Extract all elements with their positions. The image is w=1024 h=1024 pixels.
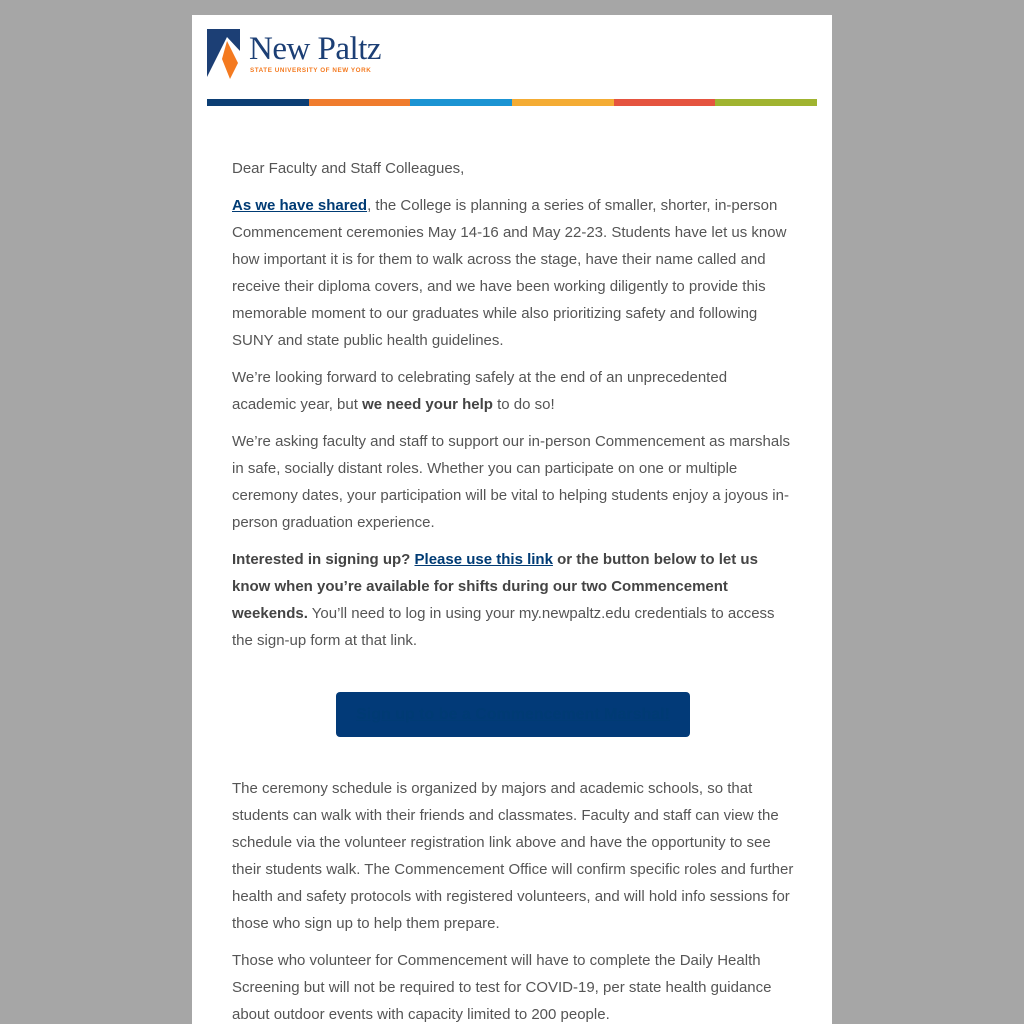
paragraph-intro-text: , the College is planning a series of smaller, shorter, in-person Commencement ceremonies May 14-16 and May 22-23. Students have let us know how important it is for them to walk across the stage, have their name called and receive their diploma covers, and we have been working diligently to provide this memorable moment to our graduates while also prioritizing safety and following SUNY and state public health guidelines. (232, 197, 787, 349)
sign-up-marshal-button[interactable]: Sign up to be a Commencement Marshal! (336, 692, 690, 737)
paragraph-schedule: The ceremony schedule is organized by majors and academic schools, so that students can walk with their friends and classmates. Faculty and staff can view the schedule via the volunteer registration link above and have the opportunity to see their students walk. The Commencement Office will confirm specific roles and further health and safety protocols with registered volunteers, and will hold info sessions for those who sign up to help them prepare. (232, 780, 794, 932)
paragraph-intro (232, 192, 794, 354)
new-paltz-logo-mark-icon (207, 29, 240, 81)
paragraph-marshals: We’re asking faculty and staff to support our in-person Commencement as marshals in safe, socially distant roles. Whether you can participate on one or multiple ceremony dates, your participation will be vital to helping students enjoy a joyous in-person graduation experience. (232, 433, 791, 531)
paragraph-help (232, 364, 794, 418)
as-we-have-shared-link[interactable]: As we have shared (232, 197, 368, 214)
signup-bold-rest: or the button below to let us know when you’re available for shifts during our two Commencement weekends. (232, 551, 758, 622)
stripe-segment-orange (309, 99, 411, 106)
stripe-segment-red (614, 99, 716, 106)
brand-name: New Paltz (249, 31, 382, 67)
new-paltz-logo[interactable] (207, 29, 387, 81)
paragraph-signup (232, 546, 794, 654)
email-body (232, 155, 794, 1024)
stripe-segment-gold (512, 99, 614, 106)
paragraph-help-bold: we need your help (362, 396, 493, 413)
stripe-segment-green (715, 99, 817, 106)
paragraph-help-end: to do so! (492, 396, 555, 413)
email-card (192, 15, 832, 1024)
signup-bold-lead: Interested in signing up? (232, 551, 415, 568)
greeting: Dear Faculty and Staff Colleagues, (232, 160, 465, 177)
signup-text: You’ll need to log in using your my.newpaltz.edu credentials to access the sign-up form at that link. (232, 605, 775, 649)
brand-subtitle: STATE UNIVERSITY OF NEW YORK (250, 67, 372, 74)
email-header (192, 15, 832, 107)
cta-wrapper (232, 692, 794, 737)
paragraph-screening: Those who volunteer for Commencement will have to complete the Daily Health Screening but will not be required to test for COVID-19, per state health guidance about outdoor events with capacity limited to 200 people. (232, 952, 772, 1023)
stripe-segment-navy (207, 99, 309, 106)
color-stripe (207, 99, 817, 106)
paragraph-help-text: We’re looking forward to celebrating safely at the end of an unprecedented academic year, but (232, 369, 728, 413)
please-use-this-link[interactable]: Please use this link (414, 551, 553, 568)
stripe-segment-blue (410, 99, 512, 106)
